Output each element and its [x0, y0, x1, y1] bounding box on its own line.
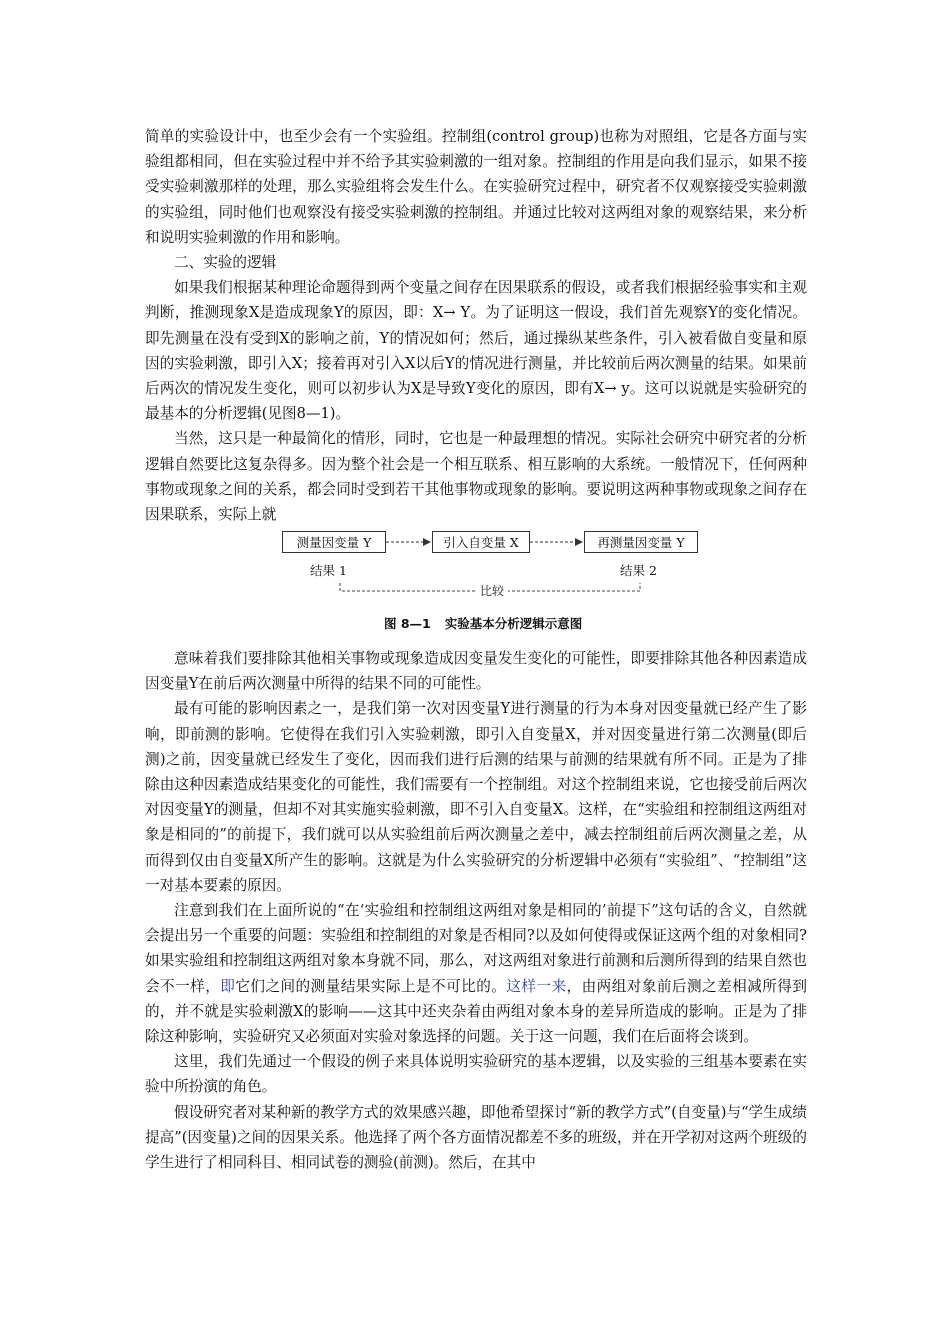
text-block-upper — [145, 124, 807, 527]
box-measure-y: 测量因变量 Y — [282, 531, 386, 553]
paragraph-control-group: 简单的实验设计中，也至少会有一个实验组。控制组(control group)也称为对照组，它是各方面与实验组都相同，但在实验过程中并不给予其实验刺激的一组对象。控制组的作用是向我们显示，如果不接受实验刺激那样的处理，那么实验组将会发生什么。在实验研究过程中，研究者不仅观察接受实验刺激的实验组，同时他们也观察没有接受实验刺激的控制组。并通过比较对这两组对象的观察结果，来分析和说明实验刺激的作用和影响。 — [145, 128, 807, 246]
note-part-e: ，由两组对象前后测之差相减所得到的，并不就是实验刺激X的影响——这其中还夹杂着由两组对象本身的差异所造成的影响。正是为了排除这种影响，实验研究又必须面对实验对象选择的问题。关于这一问题，我们在后面将会谈到。 — [145, 977, 807, 1046]
note-part-d: 这样一来 — [506, 977, 567, 995]
paragraph-example-intro: 这里，我们先通过一个假设的例子来具体说明实验研究的基本逻辑，以及实验的三组基本要素在实验中所扮演的角色。 — [145, 1053, 807, 1096]
result-2-label: 结果 2 — [620, 563, 657, 578]
box-introduce-x: 引入自变量 X — [432, 531, 530, 553]
paragraph-logic: 如果我们根据某种理论命题得到两个变量之间存在因果联系的假设，或者我们根据经验事实和主观判断，推测现象X是造成现象Y的原因，即：X→ Y。为了证明这一假设，我们首先观察Y的变化情况。即先测量在没有受到X的影响之前，Y的情况如何；然后，通过操纵某些条件，引入被看做自变量和原因的实验刺激，即引入X；接着再对引入X以后Y的情况进行测量，并比较前后两次测量的结果。如果前后两次的情况发生变化，则可以初步认为X是导致Y变化的原因，即有X→ y。这可以说就是实验研究的最基本的分析逻辑(见图8—1)。 — [145, 279, 807, 423]
figure-number: 图 8—1 — [384, 616, 431, 631]
paragraph-suppose: 假设研究者对某种新的教学方式的效果感兴趣，即他希望探讨“新的教学方式”(自变量)与“学生成绩提高”(因变量)之间的因果关系。他选择了两个各方面情况都差不多的班级，并在开学初对这两个班级的学生进行了相同科目、相同试卷的测验(前测)。然后，在其中 — [145, 1103, 807, 1172]
figure-title: 实验基本分析逻辑示意图 — [444, 616, 583, 631]
paragraph-note — [145, 898, 807, 1049]
note-part-c: 它们之间的测量结果实际上是不可比的。 — [235, 977, 507, 995]
paragraph-pretest-factor: 最有可能的影响因素之一，是我们第一次对因变量Y进行测量的行为本身对因变量就已经产生了影响，即前测的影响。它使得在我们引入实验刺激，即引入自变量X，并对因变量进行第二次测量(即后测)之前，因变量就已经发生了变化，因而我们进行后测的结果与前测的结果就有所不同。正是为了排除由这种因素造成结果变化的可能性，我们需要有一个控制组。对这个控制组来说，它也接受前后两次对因变量Y的测量，但却不对其实施实验刺激，即不引入自变量X。这样，在“实验组和控制组这两组对象是相同的”的前提下，我们就可以从实验组前后两次测量之差中，减去控制组前后两次测量之差，从而得到仅由自变量X所产生的影响。这就是为什么实验研究的分析逻辑中必须有“实验组”、“控制组”这一对基本要素的原因。 — [145, 700, 807, 894]
box-remeasure-y: 再测量因变量 Y — [584, 531, 698, 553]
paragraph-meaning: 意味着我们要排除其他相关事物或现象造成因变量发生变化的可能性，即要排除其他各种因素造成因变量Y在前后两次测量中所得的结果不同的可能性。 — [145, 650, 807, 693]
note-part-b: 即 — [220, 977, 236, 995]
figure-caption — [384, 614, 582, 632]
note-part-a: 注意到我们在上面所说的“在‘实验组和控制组这两组对象是相同的’前提下”这句话的含义，自然就会提出另一个重要的问题：实验组和控制组的对象是否相同?以及如何使得或保证这两个组的对象相同?如果实验组和控制组这两组对象本身就不同，那么，对这两组对象进行前测和后测所得到的结果自然也会不一样， — [145, 902, 807, 995]
paragraph-simplest-case: 当然，这只是一种最简化的情形，同时，它也是一种最理想的情况。实际社会研究中研究者的分析逻辑自然要比这复杂得多。因为整个社会是一个相互联系、相互影响的大系统。一般情况下，任何两种事物或现象之间的关系，都会同时受到若干其他事物或现象的影响。要说明这两种事物或现象之间存在因果联系，实际上就 — [145, 430, 807, 524]
compare-label: 比较 — [476, 582, 508, 599]
result-1-label: 结果 1 — [310, 563, 347, 578]
section-heading: 二、实验的逻辑 — [174, 254, 277, 272]
text-block-lower — [145, 646, 807, 1175]
figure-8-1 — [280, 527, 710, 637]
